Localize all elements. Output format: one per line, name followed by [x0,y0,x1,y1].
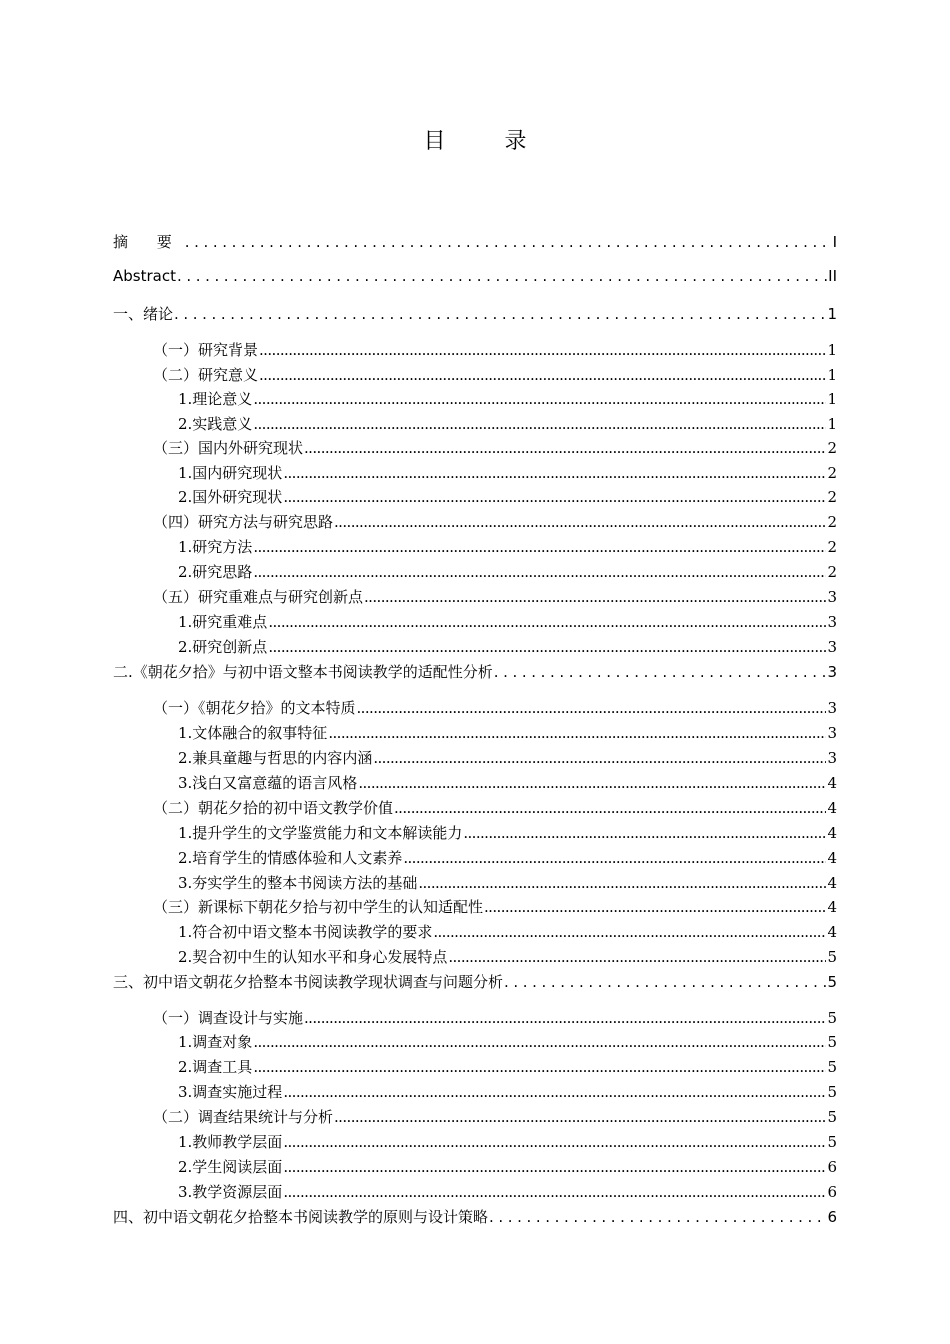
toc-entry-label: 1.研究方法 [178,538,253,556]
toc-entry-subsection[interactable] [178,388,837,409]
toc-entry-label: 3.浅白又富意蕴的语言风格 [178,774,358,792]
toc-entry-page: 5 [827,1009,837,1027]
toc-entry-label: 2.学生阅读层面 [178,1158,283,1176]
toc-entry-chapter-2[interactable] [113,661,837,682]
toc-entry-label: 3.夯实学生的整本书阅读方法的基础 [178,874,418,892]
toc-entry-subsection[interactable] [178,772,837,793]
toc-entry-abstract-cn[interactable] [113,231,837,252]
toc-entry-page: II [828,267,837,285]
toc-entry-section[interactable] [153,586,837,607]
toc-entry-page: 3 [827,638,837,656]
toc-entry-page: 5 [827,1133,837,1151]
toc-entry-page: 1 [827,341,837,359]
toc-entry-section[interactable] [153,364,837,385]
toc-entry-page: 6 [827,1208,837,1226]
toc-entry-label: 2.调查工具 [178,1058,253,1076]
toc-entry-page: 5 [827,973,837,991]
toc-entry-subsection[interactable] [178,413,837,434]
toc-entry-label: 三、初中语文朝花夕拾整本书阅读教学现状调查与问题分析 [113,973,504,991]
toc-entry-label: 1.符合初中语文整本书阅读教学的要求 [178,923,433,941]
toc-entry-abstract-en[interactable] [113,267,837,285]
toc-entry-section[interactable] [153,697,837,718]
toc-entry-label: 2.研究思路 [178,563,253,581]
toc-entry-subsection[interactable] [178,636,837,657]
toc-entry-chapter-3[interactable] [113,971,837,992]
toc-entry-page: I [832,233,837,251]
toc-entry-page: 3 [827,724,837,742]
toc-entry-subsection[interactable] [178,822,837,843]
toc-entry-page: 1 [827,390,837,408]
toc-entry-page: 4 [827,849,837,867]
toc-entry-section[interactable] [153,896,837,917]
toc-entry-label: 1.提升学生的文学鉴赏能力和文本解读能力 [178,824,463,842]
toc-entry-subsection[interactable] [178,1131,837,1152]
toc-entry-label: 2.契合初中生的认知水平和身心发展特点 [178,948,448,966]
toc-entry-subsection[interactable] [178,462,837,483]
toc-entry-chapter-1[interactable] [113,303,837,324]
toc-entry-label: 1.理论意义 [178,390,253,408]
toc-entry-subsection[interactable] [178,847,837,868]
toc-entry-subsection[interactable] [178,536,837,557]
toc-entry-label: 2.兼具童趣与哲思的内容内涵 [178,749,373,767]
toc-entry-page: 4 [827,923,837,941]
toc-entry-label: 四、初中语文朝花夕拾整本书阅读教学的原则与设计策略 [113,1208,489,1226]
toc-entry-label: 二.《朝花夕拾》与初中语文整本书阅读教学的适配性分析 [113,663,493,681]
toc-entry-section[interactable] [153,797,837,818]
toc-entry-label: 1.教师教学层面 [178,1133,283,1151]
toc-entry-label: 3.教学资源层面 [178,1183,283,1201]
toc-entry-page: 4 [827,874,837,892]
toc-entry-label: 1.研究重难点 [178,613,268,631]
toc-entry-page: 1 [827,305,837,323]
toc-entry-label: （二）研究意义 [153,366,259,384]
toc-entry-label: 3.调查实施过程 [178,1083,283,1101]
toc-entry-subsection[interactable] [178,1031,837,1052]
toc-entry-label: （三）国内外研究现状 [153,439,304,457]
toc-entry-label: （四）研究方法与研究思路 [153,513,334,531]
toc-entry-page: 2 [827,464,837,482]
toc-entry-subsection[interactable] [178,921,837,942]
toc-entry-subsection[interactable] [178,561,837,582]
toc-entry-page: 2 [827,488,837,506]
toc-entry-subsection[interactable] [178,611,837,632]
toc-entry-label: 摘 要 [113,233,184,251]
toc-entry-label: （二）朝花夕拾的初中语文教学价值 [153,799,394,817]
toc-entry-page: 4 [827,799,837,817]
toc-entry-page: 2 [827,439,837,457]
toc-entry-label: 2.培育学生的情感体验和人文素养 [178,849,403,867]
toc-entry-subsection[interactable] [178,1056,837,1077]
toc-entry-subsection[interactable] [178,747,837,768]
toc-entry-label: 1.文体融合的叙事特征 [178,724,328,742]
toc-entry-page: 4 [827,898,837,916]
toc-entry-section[interactable] [153,511,837,532]
toc-entry-label: 2.研究创新点 [178,638,268,656]
toc-entry-subsection[interactable] [178,1181,837,1202]
toc-entry-page: 4 [827,824,837,842]
toc-entry-label: （一）研究背景 [153,341,259,359]
toc-entry-page: 5 [827,1058,837,1076]
toc-entry-label: （三）新课标下朝花夕拾与初中学生的认知适配性 [153,898,484,916]
page-title: 目 录 [423,129,553,154]
toc-entry-subsection[interactable] [178,872,837,893]
toc-entry-label: 1.调查对象 [178,1033,253,1051]
toc-entry-page: 2 [827,563,837,581]
toc-entry-chapter-4[interactable] [113,1206,837,1227]
toc-entry-label: 2.国外研究现状 [178,488,283,506]
toc-entry-page: 3 [827,749,837,767]
toc-entry-page: 3 [827,699,837,717]
toc-entry-page: 1 [827,415,837,433]
toc-entry-page: 1 [827,366,837,384]
toc-entry-section[interactable] [153,339,837,360]
toc-entry-label: Abstract [113,267,176,285]
toc-entry-section[interactable] [153,1106,837,1127]
toc-entry-subsection[interactable] [178,1156,837,1177]
toc-entry-label: 2.实践意义 [178,415,253,433]
toc-entry-page: 6 [827,1183,837,1201]
toc-entry-page: 5 [827,1083,837,1101]
toc-entry-section[interactable] [153,1007,837,1028]
toc-entry-subsection[interactable] [178,946,837,967]
toc-entry-section[interactable] [153,437,837,458]
toc-entry-label: （五）研究重难点与研究创新点 [153,588,364,606]
toc-entry-label: （二）调查结果统计与分析 [153,1108,334,1126]
toc-entry-page: 5 [827,1108,837,1126]
toc-entry-label: 一、绪论 [113,305,174,323]
toc-entry-label: 1.国内研究现状 [178,464,283,482]
toc-entry-subsection[interactable] [178,486,837,507]
toc-entry-page: 3 [827,588,837,606]
toc-entry-page: 2 [827,513,837,531]
toc-entry-label: （一）调查设计与实施 [153,1009,304,1027]
toc-entry-page: 3 [827,613,837,631]
toc-entry-page: 4 [827,774,837,792]
toc-entry-label: （一）《朝花夕拾》的文本特质 [153,699,356,717]
toc-entry-page: 3 [827,663,837,681]
toc-entry-subsection[interactable] [178,1081,837,1102]
toc-entry-subsection[interactable] [178,722,837,743]
toc-entry-page: 2 [827,538,837,556]
toc-entry-page: 5 [827,1033,837,1051]
toc-entry-page: 6 [827,1158,837,1176]
toc-entry-page: 5 [827,948,837,966]
